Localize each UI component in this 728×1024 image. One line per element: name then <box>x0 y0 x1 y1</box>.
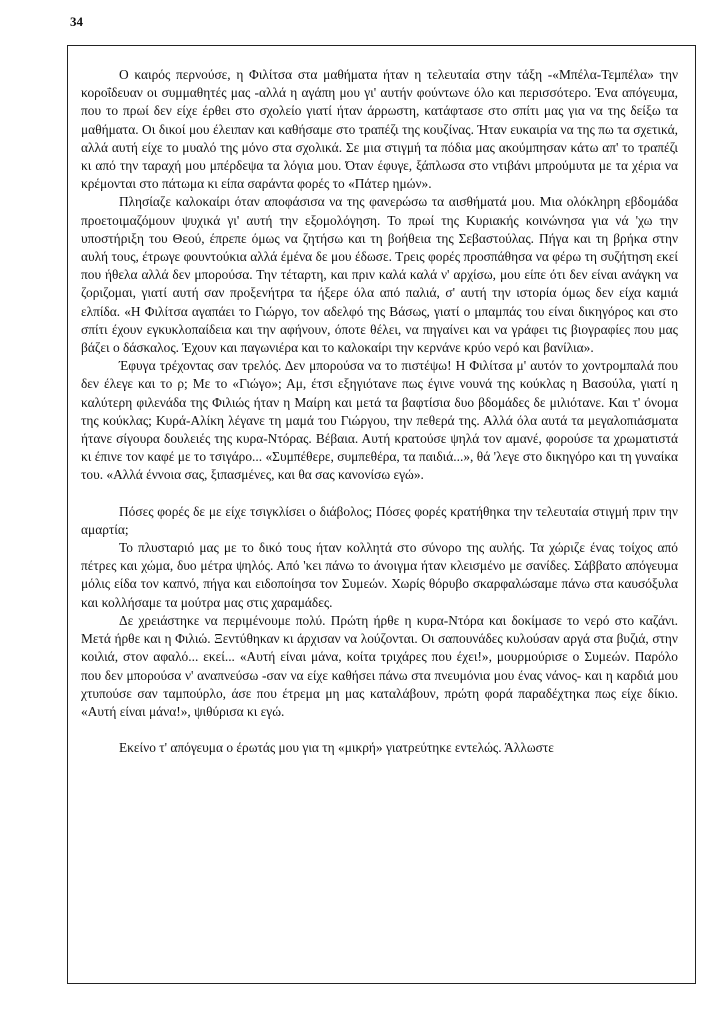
page-number: 34 <box>70 14 83 29</box>
paragraph-gap <box>81 485 678 503</box>
paragraph: Πόσες φορές δε με είχε τσιγκλίσει ο διάβολος; Πόσες φορές κρατήθηκα την τελευταία στιγμή πριν την αμαρτία; <box>81 503 678 537</box>
paragraph: Το πλυσταριό μας με το δικό τους ήταν κολλητά στο σύνορο της αυλής. Τα χώριζε ένας τοίχος από πέτρες και χώμα, δυο μέτρα ψηλός. Από 'κει πάνω το άνοιγμα ήταν κλεισμένο με σανίδες. Σάββατο απόγευμα μόλις είδα τον καπνό, πήγα και ειδοποίησα τον Συμεών. Χωρίς θόρυβο σκαρφαλώσαμε πάνω στα καυσόξυλα και κολλήσαμε τα μούτρα μας στις χαραμάδες. <box>81 540 678 610</box>
paragraph-gap <box>81 721 678 739</box>
body-text <box>81 66 678 757</box>
paragraph: Ο καιρός περνούσε, η Φιλίτσα στα μαθήματα ήταν η τελευταία στην τάξη -«Μπέλα-Τεμπέλα» την κοροΐδευαν οι συμμαθητές μας -αλλά η αγάπη μου γι' αυτήν φούντωνε όλο και περισσότερο. Ένα απόγευμα, που το πρωί δεν είχε έρθει στο σχολείο γιατί ήταν άρρωστη, κατάφτασε στο σπίτι μας για να της δείξω τα μαθήματα. Οι δικοί μου έλειπαν και καθήσαμε στο τραπέζι της κουζίνας. Ήταν ευκαιρία να της πω τα σχετικά, αλλά αυτή είχε το μυαλό της μόνο στα σχολικά. Σε μια στιγμή τα πόδια μας ακούμπησαν κάτω απ' το τραπέζι κι από την ταραχή μου μπέρδεψα τα λόγια μου. Όταν έφυγε, ξάπλωσα στο ντιβάνι μπρούμυτα με τα χέρια να κρέμονται στο πάτωμα κι είπα σαράντα φορές το «Πάτερ ημών». <box>81 67 678 192</box>
paragraph: Εκείνο τ' απόγευμα ο έρωτάς μου για τη «μικρή» γιατρεύτηκε εντελώς. Άλλωστε <box>119 740 554 756</box>
paragraph: Έφυγα τρέχοντας σαν τρελός. Δεν μπορούσα να το πιστέψω! Η Φιλίτσα μ' αυτόν το χοντρομπαλά που δεν έλεγε και το ρ; Με το «Γιώγο»; Αμ, έτσι εξηγιότανε πως έγινε νουνά της κούκλας η Βασούλα, γιατί η καλύτερη φιλενάδα της Φιλιώς ήταν η Μαίρη και μετά τα βαφτίσια δυο βδομάδες δε μιλιότανε. Και τ' όνομα της κούκλας; Κυρά-Αλίκη λέγανε τη μαμά του Γιώργου, την πεθερά της. Αλλά όλα αυτά τα μεγαλοπιάσματα ήτανε σίγουρα δουλειές της κυρα-Ντόρας. Βέβαια. Αυτή κρατούσε ψηλά τον αμανέ, φορούσε τα χρωματιστά κι έπινε τον καφέ με το τσιγάρο... «Συμπέθερε, συμπεθέρα, τα παιδιά...», θά 'λεγε στο δικηγόρο και τη γυναίκα του. «Αλλά έννοια σας, ξιπασμένες, και θα σας κανονίσω εγώ». <box>81 358 678 483</box>
paragraph: Πλησίαζε καλοκαίρι όταν αποφάσισα να της φανερώσω τα αισθήματά μου. Μια ολόκληρη εβδομάδα προετοιμαζόμουν ψυχικά γι' αυτή την εξομολόγηση. Το πρωί της Κυριακής κοινώνησα για νά 'χω την υποστήριξη του Θεού, έπρεπε όμως να ζητήσω και τη βοήθεια της Σεβαστούλας. Πήγα και τη βρήκα στην αυλή τους, έτρωγε φουντούκια αλλά έμένα δε μου έδωσε. Τρεις φορές προσπάθησα να φέρω τη συζήτηση εκεί που ήθελα αλλά δεν μπορούσα. Την τέταρτη, και πριν καλά καλά ν' αρχίσω, μου είπε ότι δεν είναι ανάγκη να ζοριζομαι, γιατί αυτή σαν προξενήτρα τα ήξερε όλα από παλιά, σ' αυτή την ιστορία όμως δεν είχα καμιά ελπίδα. «Η Φιλίτσα αγαπάει το Γιώργο, τον αδελφό της Βάσως, γιατί ο μπαμπάς του είναι δικηγόρος και στο σπίτι έχουν εγκυκλοπαίδεια και την αφήνουν, όποτε θέλει, να πηγαίνει και να γράφει τις βιογραφίες που μας βάζει ο δάσκαλος. Έχουν και παγωνιέρα και το καλοκαίρι την κερνάνε κρύο νερό και βανίλια». <box>81 194 678 356</box>
paragraph: Δε χρειάστηκε να περιμένουμε πολύ. Πρώτη ήρθε η κυρα-Ντόρα και δοκίμασε το νερό στο καζάνι. Μετά ήρθε και η Φιλιώ. Ξεντύθηκαν κι άρχισαν να λούζονται. Οι σαπουνάδες κυλούσαν αργά στα βυζιά, στην κοιλιά, στον αφαλό... εκεί... «Αυτή είναι μάνα, κοίτα τριχάρες που έχει!», μουρμούρισε ο Συμεών. Παρόλο που δεν μπορούσα ν' αναπνεύσω -σαν να είχε καθήσει πάνω στα πνευμόνια μου ένας νάνος- και η καρδιά μου χτυπούσε σαν ταμπούρλο, άσε που έτρεμα μη μας καταλάβουν, πρώτη φορά παραδέχτηκα πως είχε δίκιο. «Αυτή είναι μάνα!», ψιθύρισα κι εγώ. <box>81 612 678 719</box>
